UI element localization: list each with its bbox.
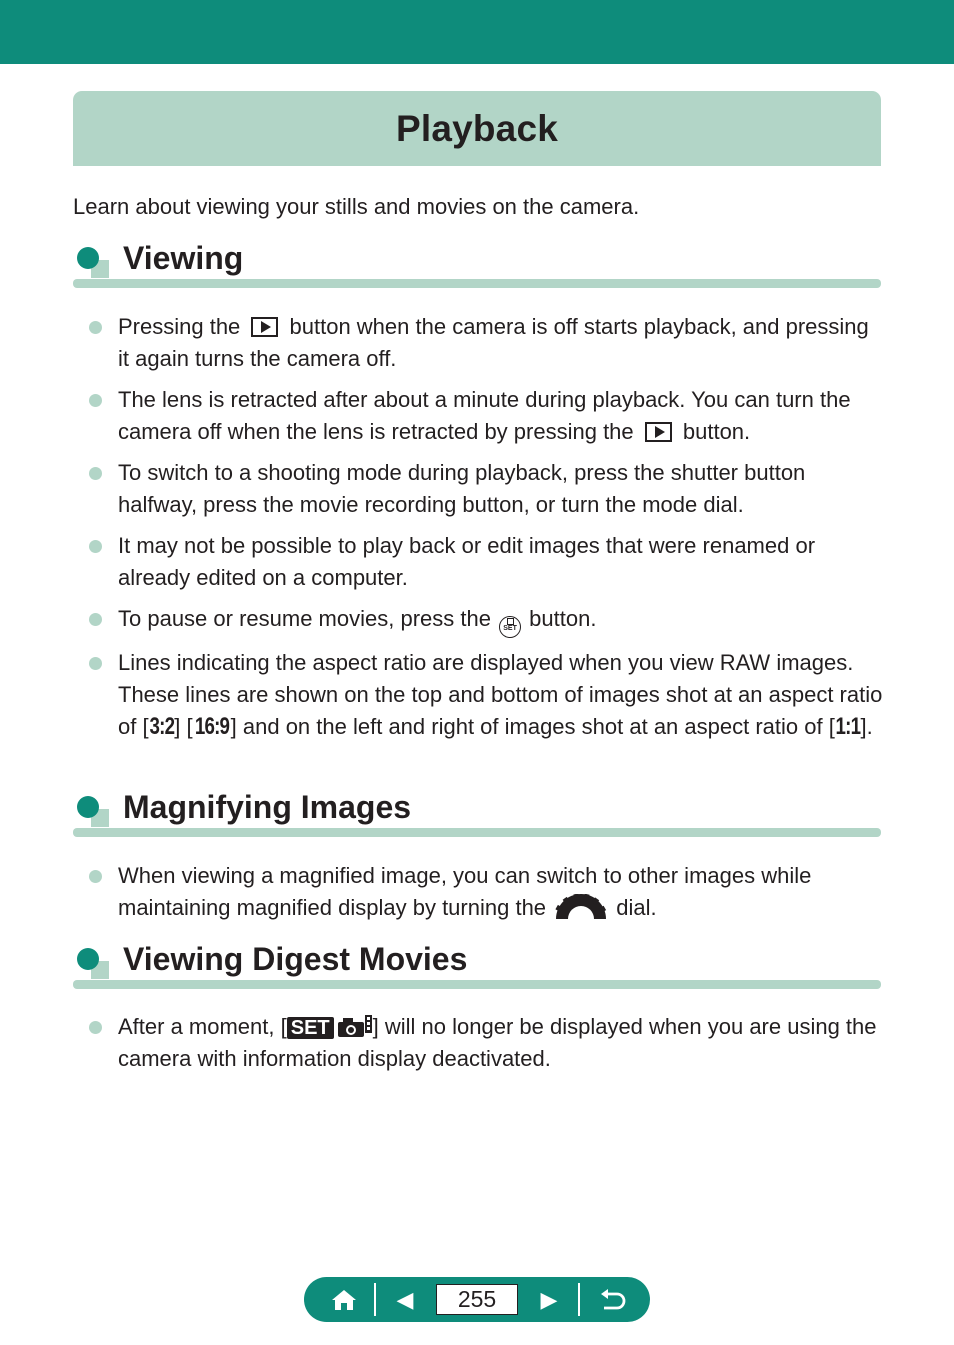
- prev-page-button[interactable]: [384, 1277, 426, 1322]
- set-badge-icon: SET: [287, 1017, 334, 1039]
- section-rule: [73, 279, 881, 288]
- section-title: Magnifying Images: [123, 789, 412, 825]
- home-button[interactable]: [322, 1277, 366, 1322]
- next-arrow-icon: ▶: [540, 1286, 558, 1312]
- list-item: The lens is retracted after about a minute during playback. You can turn the camera off when the lens is retracted by pressing the button.: [73, 384, 883, 448]
- top-bar: [0, 0, 954, 64]
- main-dial-icon: [554, 894, 608, 920]
- home-icon: [330, 1288, 358, 1312]
- bullet-icon: [89, 657, 102, 670]
- page-title: Playback: [395, 107, 559, 149]
- section-title: Viewing: [123, 240, 244, 276]
- section-marker-icon: [77, 948, 99, 970]
- aspect-ratio-3-2-icon: 3:2: [149, 713, 174, 740]
- page-number: 255: [457, 1286, 497, 1312]
- func-set-button-icon: SET: [499, 616, 521, 638]
- section-marker-icon: [77, 796, 99, 818]
- bullet-icon: [89, 870, 102, 883]
- list-item: After a moment, [ SET ] will no longer be displayed when you are using the camera with information display deactivated.: [73, 1011, 883, 1075]
- list-item: When viewing a magnified image, you can switch to other images while maintaining magnified display by turning the dial.: [73, 860, 883, 924]
- list-item: It may not be possible to play back or edit images that were renamed or already edited on a computer.: [73, 530, 883, 594]
- aspect-ratio-16-9-icon: 16:9: [194, 713, 229, 740]
- section-heading-viewing: [73, 240, 881, 294]
- return-icon: [598, 1288, 626, 1312]
- bullet-icon: [89, 394, 102, 407]
- page-number-field[interactable]: [436, 1284, 518, 1315]
- list-item: Lines indicating the aspect ratio are displayed when you view RAW images. These lines are shown on the top and bottom of images shot at an aspect ratio of [3:2] [16:9] and on the left and right of images shot at an aspect ratio of [1:1].: [73, 647, 883, 743]
- bullet-icon: [89, 540, 102, 553]
- bullet-icon: [89, 467, 102, 480]
- nav-separator: [578, 1283, 580, 1316]
- playback-button-icon: [645, 422, 672, 442]
- bullet-icon: [89, 321, 102, 334]
- section-rule: [73, 828, 881, 837]
- back-button[interactable]: [588, 1277, 636, 1322]
- viewing-bullet-list: [73, 311, 883, 752]
- section-rule: [73, 980, 881, 989]
- list-item: To pause or resume movies, press the SET button.: [73, 603, 883, 638]
- intro-text: Learn about viewing your stills and movies on the camera.: [73, 194, 640, 219]
- section-heading-magnifying: [73, 789, 881, 843]
- list-item: Pressing the button when the camera is off starts playback, and pressing it again turns the camera off.: [73, 311, 883, 375]
- nav-separator: [374, 1283, 376, 1316]
- section-heading-digest-movies: [73, 941, 881, 995]
- magnifying-bullet-list: [73, 860, 883, 933]
- bullet-icon: [89, 1021, 102, 1034]
- digest-bullet-list: [73, 1011, 883, 1084]
- next-page-button[interactable]: [528, 1277, 570, 1322]
- prev-arrow-icon: ◀: [396, 1286, 414, 1312]
- section-title: Viewing Digest Movies: [123, 941, 468, 977]
- title-banner: [73, 91, 881, 166]
- section-marker-icon: [77, 247, 99, 269]
- page-navigation-bar: [304, 1277, 650, 1322]
- playback-button-icon: [251, 317, 278, 337]
- bullet-icon: [89, 613, 102, 626]
- aspect-ratio-1-1-icon: 1:1: [835, 713, 861, 740]
- list-item: To switch to a shooting mode during playback, press the shutter button halfway, press the movie recording button, or turn the mode dial.: [73, 457, 883, 521]
- digest-camera-icon: [337, 1014, 373, 1038]
